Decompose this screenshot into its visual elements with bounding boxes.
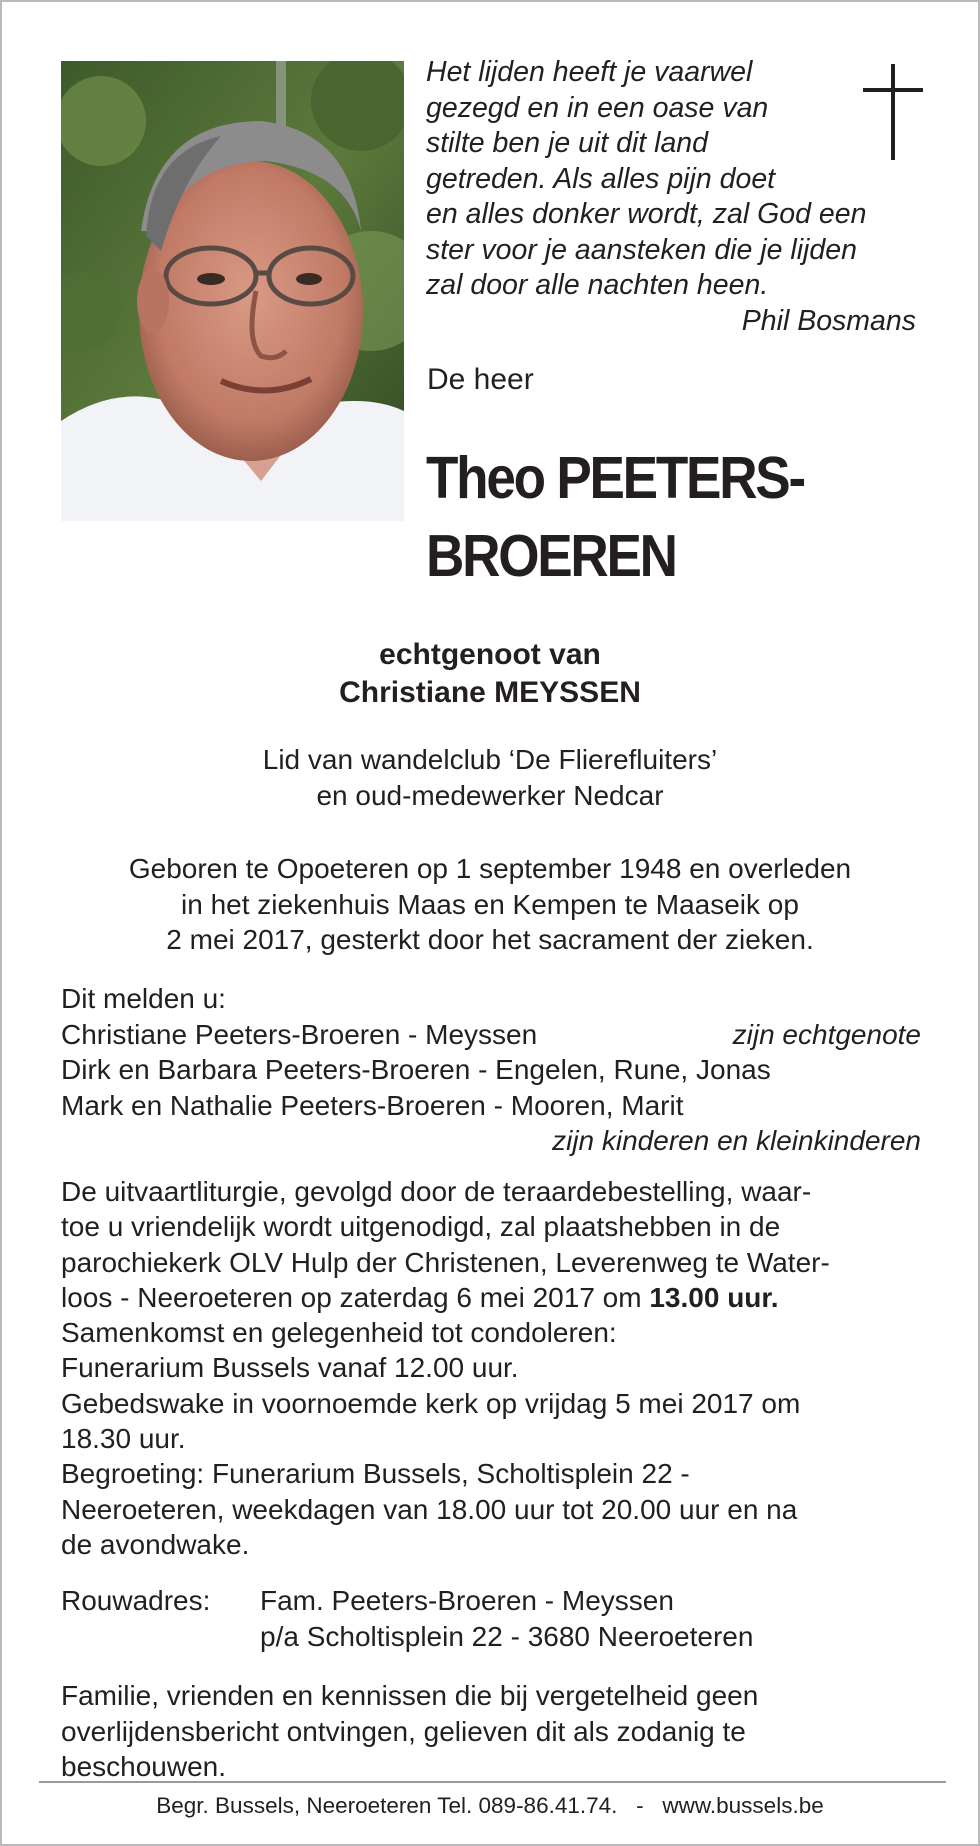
quote-line: getreden. Als alles pijn doet [426,162,776,195]
club-info [2,742,978,813]
quote-line: stilte ben je uit dit land [426,127,709,159]
quote-line: gezegd en in een oase van [426,91,769,124]
birth-death-line: in het ziekenhuis Maas en Kempen te Maaseik op [181,888,799,920]
spouse-info [2,636,978,712]
funeral-line: 18.30 uur. [61,1423,186,1455]
child-family: Mark en Nathalie Peeters-Broeren - Mooren, Marit [61,1089,684,1121]
quote-author: Phil Bosmans [741,304,916,337]
quote-line: ster voor je aansteken die je lijden [426,233,857,266]
funeral-line: Funerarium Bussels vanaf 12.00 uur. [61,1352,519,1384]
spouse-relation: echtgenoot van [379,638,601,671]
birth-death-line: 2 mei 2017, gesterkt door het sacrament der zieken. [166,924,814,955]
birth-death-line: Geboren te Opoeteren op 1 september 1948 en overleden [128,853,852,884]
birth-death-info [2,851,978,958]
quote-line: zal door alle nachten heen. [426,269,769,301]
spouse-name: Christiane MEYSSEN [339,676,641,709]
child-family: Dirk en Barbara Peeters-Broeren - Engelen, Rune, Jonas [61,1054,771,1085]
spouse-role: zijn echtgenote [732,1018,921,1050]
deceased-name [426,439,804,595]
spouse-full-name: Christiane Peeters-Broeren - Meyssen [61,1018,538,1050]
quote-line: en alles donker wordt, zal God een [426,198,867,230]
family-notice-line: overlijdensbericht ontvingen, gelieven dit als zodanig te [61,1715,746,1747]
deceased-name-line1: Theo PEETERS- [426,445,804,511]
memorial-quote [426,55,926,339]
footer-divider [39,1781,946,1783]
address-line: Fam. Peeters-Broeren - Meyssen [260,1585,674,1616]
funeral-line: toe u vriendelijk wordt uitgenodigd, zal plaatshebben in de [61,1211,781,1243]
funeral-line [61,1280,931,1315]
funeral-line-text: loos - Neeroeteren op zaterdag 6 mei 2017 om [61,1281,650,1313]
salutation: De heer [427,363,534,396]
funeral-line: de avondwake. [61,1528,250,1560]
portrait-photo [61,61,404,521]
deceased-name-line2: BROEREN [426,523,676,589]
funeral-line: Gebedswake in voornoemde kerk op vrijdag 5 mei 2017 om [61,1387,801,1419]
announcement-row [61,1017,921,1053]
children-role: zijn kinderen en kleinkinderen [552,1125,921,1156]
family-notice [61,1678,921,1785]
funeral-line: Samenkomst en gelegenheid tot condoleren: [61,1317,617,1349]
club-line: en oud-medewerker Nedcar [316,779,664,811]
club-line: Lid van wandelclub ‘De Flierefluiters’ [262,744,718,775]
funeral-details [61,1174,931,1562]
address-line: p/a Scholtisplein 22 - 3680 Neeroeteren [260,1620,754,1652]
funeral-line: Begroeting: Funerarium Bussels, Scholtisplein 22 - [61,1458,690,1490]
funeral-line: parochiekerk OLV Hulp der Christenen, Leverenweg te Water- [61,1246,830,1278]
footer-contact: Begr. Bussels, Neeroeteren Tel. 089-86.41.74. - www.bussels.be [156,1793,824,1818]
quote-line: Het lijden heeft je vaarwel [426,56,753,88]
portrait-photo-image [61,61,404,521]
family-notice-line: beschouwen. [61,1751,227,1782]
family-notice-line: Familie, vrienden en kennissen die bij vergetelheid geen [61,1680,759,1711]
funeral-line: Neeroeteren, weekdagen van 18.00 uur tot 20.00 uur en na [61,1493,798,1525]
funeral-line: De uitvaartliturgie, gevolgd door de teraardebestelling, waar- [61,1176,812,1207]
announcement-intro: Dit melden u: [61,983,226,1014]
mourning-address-label: Rouwadres: [61,1585,211,1616]
mourning-address-value [260,1583,753,1654]
announcement [61,981,921,1159]
funeral-time: 13.00 uur. [649,1281,779,1313]
